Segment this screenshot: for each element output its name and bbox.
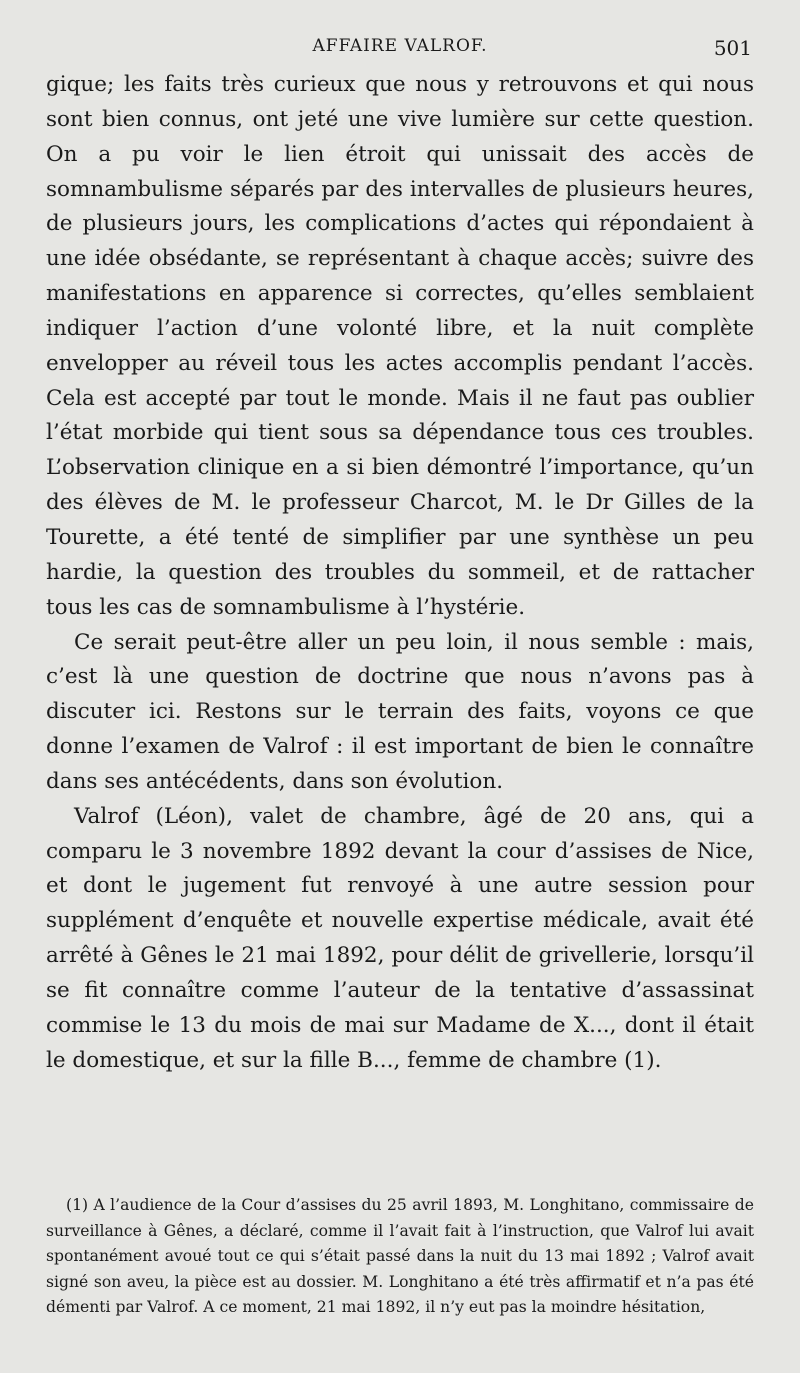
paragraph-3: Valrof (Léon), valet de chambre, âgé de 20 ans, qui a comparu le 3 novembre 1892 devant la cour d’assises de Nice, et dont le jugement fut renvoyé à une autre session pour supplément d’enquête et nouvelle expertise médicale, avait été arrêté à Gênes le 21 mai 1892, pour délit de grivellerie, lorsqu’il se fit connaître comme l’auteur de la tentative d’assassinat commise le 13 du mois de mai sur Madame de X..., dont il était le domestique, et sur la fille B..., femme de chambre (1).	[46, 803, 754, 1073]
main-text	[46, 68, 754, 1078]
page-header	[0, 36, 800, 66]
page-number: 501	[713, 36, 752, 60]
footnote-text: (1) A l’audience de la Cour d’assises du 25 avril 1893, M. Longhitano, commissaire de surveillance à Gênes, a déclaré, comme il l’avait fait à l’instruction, que Valrof lui avait spontanément avoué tout ce qui s’était passé dans la nuit du 13 mai 1892 ; Valrof avait signé son aveu, la pièce est au dossier. M. Longhitano a été très affirmatif et n’a pas été démenti par Valrof. A ce moment, 21 mai 1892, il n’y eut pas la moindre hésitation,	[46, 1196, 754, 1316]
running-title: AFFAIRE VALROF.	[312, 36, 488, 56]
footnote	[46, 1193, 754, 1321]
paragraph-1: gique; les faits très curieux que nous y retrouvons et qui nous sont bien connus, ont jeté une vive lumière sur cette question. On a pu voir le lien étroit qui unissait des accès de somnambulisme séparés par des intervalles de plusieurs heures, de plusieurs jours, les complications d’actes qui répondaient à une idée obsédante, se représentant à chaque accès; suivre des manifestations en apparence si correctes, qu’elles semblaient indiquer l’action d’une volonté libre, et la nuit complète envelopper au réveil tous les actes accomplis pendant l’accès. Cela est accepté par tout le monde. Mais il ne faut pas oublier l’état morbide qui tient sous sa dépendance tous ces troubles. L’observation clinique en a si bien démontré l’importance, qu’un des élèves de M. le professeur Charcot, M. le Dr Gilles de la Tourette, a été tenté de simplifier par une synthèse un peu hardie, la question des troubles du sommeil, et de rattacher tous les cas de somnambulisme à l’hystérie.	[46, 72, 754, 620]
paragraph-2: Ce serait peut-être aller un peu loin, il nous semble : mais, c’est là une question de doctrine que nous n’avons pas à discuter ici. Restons sur le terrain des faits, voyons ce que donne l’examen de Valrof : il est important de bien le connaître dans ses antécédents, dans son évolution.	[46, 629, 754, 794]
